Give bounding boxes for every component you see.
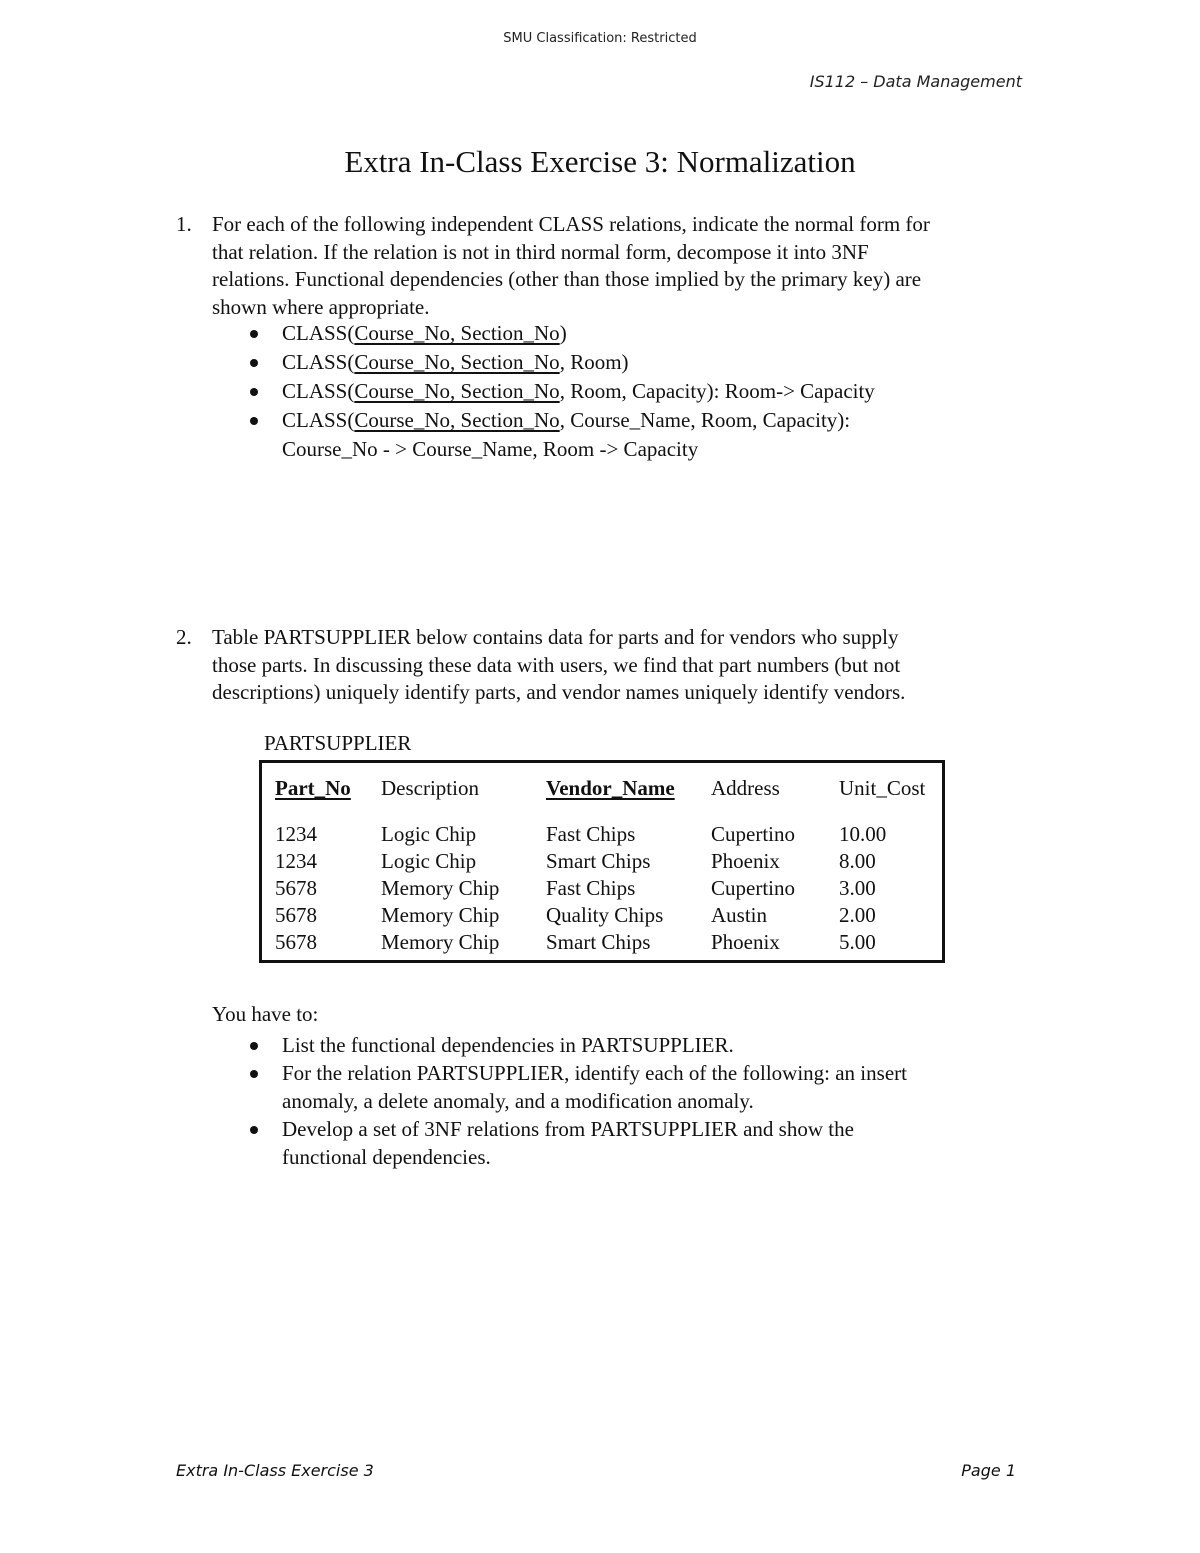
question-2-line: descriptions) uniquely identify parts, and vendor names uniquely identify vendors. <box>212 680 906 704</box>
table-cell: 5678 <box>275 876 317 900</box>
table-row <box>275 875 939 902</box>
page-title: Extra In-Class Exercise 3: Normalization <box>344 144 856 179</box>
question-1-line: that relation. If the relation is not in third normal form, decompose it into 3NF <box>212 239 869 264</box>
question-2-line: Table PARTSUPPLIER below contains data for parts and for vendors who supply <box>212 625 899 649</box>
question-1 <box>176 211 1076 323</box>
relation-item: CLASS(Course_No, Section_No) <box>248 319 875 348</box>
course-header: IS112 – Data Management <box>809 72 1022 91</box>
table-cell: Memory Chip <box>381 876 500 900</box>
table-cell: Logic Chip <box>381 822 477 846</box>
question-1-number: 1. <box>176 212 192 236</box>
primary-key: Course_No, Section_No <box>354 379 560 403</box>
table-cell: Cupertino <box>711 876 795 900</box>
table-cell: Smart Chips <box>546 930 651 954</box>
task-list <box>248 1031 907 1171</box>
bullet-icon <box>250 1070 258 1078</box>
table-cell: 2.00 <box>839 903 876 927</box>
tasks-intro: You have to: <box>212 1002 319 1026</box>
question-1-line: For each of the following independent CLASS relations, indicate the normal form for <box>212 212 930 236</box>
bullet-icon <box>250 1126 258 1134</box>
primary-key: Course_No, Section_No <box>354 408 560 432</box>
table-cell: Phoenix <box>711 930 780 954</box>
table-cell: 5.00 <box>839 930 876 954</box>
classification-label: SMU Classification: Restricted <box>503 31 697 46</box>
bullet-icon <box>250 1042 258 1050</box>
bullet-icon <box>250 330 258 338</box>
question-1-line: shown where appropriate. <box>212 294 430 319</box>
table-cell: Memory Chip <box>381 903 500 927</box>
relation-item: CLASS(Course_No, Section_No, Course_Name, Room, Capacity): Course_No - > Course_Name, Room -> Capacity <box>248 406 875 464</box>
table-cell: Fast Chips <box>546 876 636 900</box>
task-item: Develop a set of 3NF relations from PARTSUPPLIER and show the functional dependencies. <box>248 1115 907 1171</box>
table-cell: 1234 <box>275 822 317 846</box>
table-cell: Memory Chip <box>381 930 500 954</box>
question-2-text <box>212 624 905 707</box>
table-row <box>275 821 939 848</box>
table-cell: 10.00 <box>839 822 887 846</box>
footer-page-number: Page 1 <box>961 1461 1016 1480</box>
dependency-line: Course_No - > Course_Name, Room -> Capacity <box>282 437 699 461</box>
column-header-address: Address <box>711 776 780 800</box>
column-header-unit-cost: Unit_Cost <box>839 776 926 800</box>
question-2-line: those parts. In discussing these data with users, we find that part numbers (but not <box>212 652 901 677</box>
relation-item: CLASS(Course_No, Section_No, Room, Capacity): Room-> Capacity <box>248 377 875 406</box>
primary-key: Course_No, Section_No <box>354 350 560 374</box>
table-cell: Logic Chip <box>381 849 477 873</box>
question-2 <box>176 624 1076 709</box>
bullet-icon <box>250 417 258 425</box>
table-header-row <box>275 774 939 821</box>
question-1-text <box>212 211 930 321</box>
table-row <box>275 848 939 875</box>
column-header-vendor-name: Vendor_Name <box>546 776 675 800</box>
table-cell: Quality Chips <box>546 903 664 927</box>
table-cell: 1234 <box>275 849 317 873</box>
relation-list <box>248 319 875 464</box>
table-cell: Phoenix <box>711 849 780 873</box>
table-cell: 5678 <box>275 903 317 927</box>
table-row <box>275 929 939 956</box>
table-cell: Fast Chips <box>546 822 636 846</box>
question-1-line: relations. Functional dependencies (other than those implied by the primary key) are <box>212 267 922 291</box>
table-cell: 8.00 <box>839 849 876 873</box>
primary-key: Course_No, Section_No <box>354 321 560 345</box>
table-cell: Austin <box>711 903 768 927</box>
table-cell: 3.00 <box>839 876 876 900</box>
relation-item: CLASS(Course_No, Section_No, Room) <box>248 348 875 377</box>
table-cell: 5678 <box>275 930 317 954</box>
task-item: List the functional dependencies in PARTSUPPLIER. <box>248 1031 907 1059</box>
table-row <box>275 902 939 929</box>
table-cell: Cupertino <box>711 822 795 846</box>
footer-document-name: Extra In-Class Exercise 3 <box>176 1461 374 1480</box>
table-title: PARTSUPPLIER <box>264 731 412 755</box>
task-item: For the relation PARTSUPPLIER, identify each of the following: an insert anomaly, a delete anomaly, and a modification anomaly. <box>248 1059 907 1115</box>
partsupplier-table <box>259 760 945 963</box>
bullet-icon <box>250 359 258 367</box>
column-header-part-no: Part_No <box>275 776 351 800</box>
column-header-description: Description <box>381 776 479 800</box>
question-2-number: 2. <box>176 625 192 649</box>
bullet-icon <box>250 388 258 396</box>
table-cell: Smart Chips <box>546 849 651 873</box>
